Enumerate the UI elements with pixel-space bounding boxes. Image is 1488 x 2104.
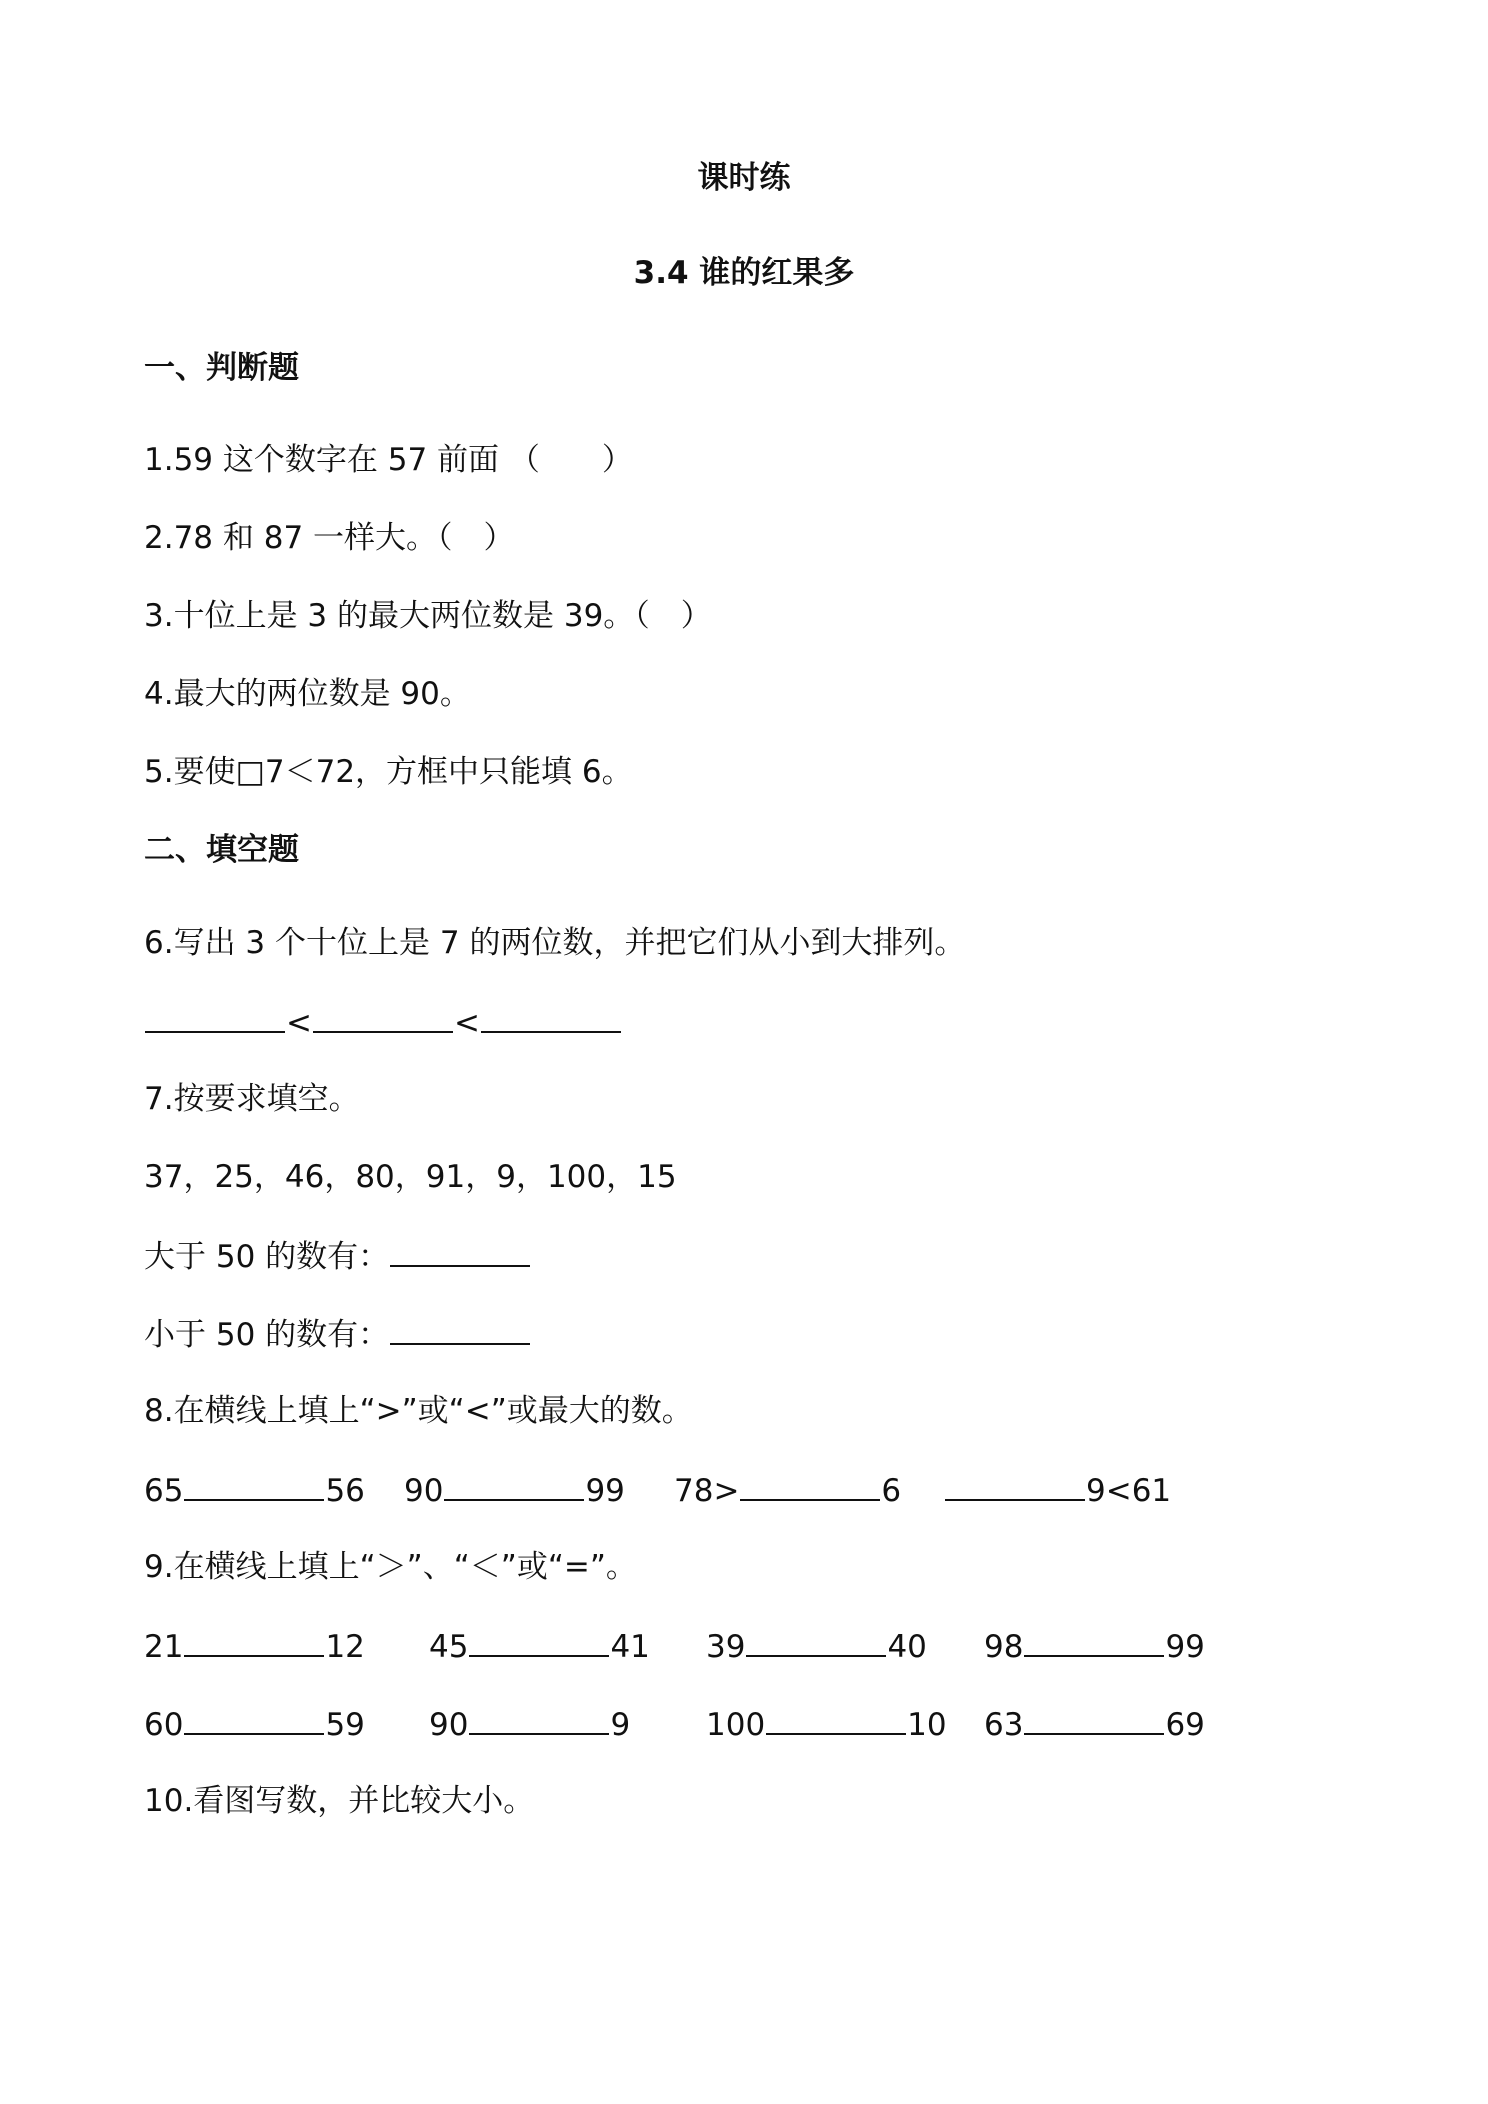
answer-blank[interactable] (184, 1703, 324, 1735)
answer-blank[interactable] (1024, 1703, 1164, 1735)
answer-blank[interactable] (313, 1001, 453, 1033)
compare-item: 63 69 (984, 1703, 1205, 1745)
compare-item: 45 41 (429, 1625, 650, 1667)
question-5: 5.要使□7＜72，方框中只能填 6。 (144, 754, 633, 790)
answer-blank[interactable] (945, 1469, 1085, 1501)
less-than-sign: < (453, 1005, 480, 1041)
compare-item: 90 9 (429, 1703, 630, 1745)
compare-item: 9<61 (944, 1469, 1171, 1511)
answer-blank[interactable] (766, 1703, 906, 1735)
answer-blank[interactable] (469, 1703, 609, 1735)
less-than-sign: < (286, 1005, 312, 1041)
question-7: 7.按要求填空。 (144, 1081, 360, 1117)
lesson-title: 3.4 谁的红果多 (633, 255, 855, 291)
question-6-answer-row (144, 1001, 622, 1043)
question-8: 8.在横线上填上“>”或“<”或最大的数。 (144, 1393, 693, 1429)
answer-blank[interactable] (184, 1625, 324, 1657)
answer-blank[interactable] (145, 1001, 285, 1033)
compare-item: 65 56 (144, 1469, 365, 1511)
question-9: 9.在横线上填上“＞”、“＜”或“=”。 (144, 1549, 637, 1585)
question-1: 1.59 这个数字在 57 前面 （ ） (144, 442, 633, 478)
question-7-less-row (144, 1313, 531, 1355)
section-heading-fill-blank: 二、填空题 (144, 832, 299, 868)
compare-item: 78> 6 (674, 1469, 901, 1511)
answer-blank[interactable] (1024, 1625, 1164, 1657)
question-10: 10.看图写数，并比较大小。 (144, 1783, 535, 1819)
answer-blank[interactable] (444, 1469, 584, 1501)
question-4: 4.最大的两位数是 90。 (144, 676, 471, 712)
compare-item: 98 99 (984, 1625, 1205, 1667)
question-6: 6.写出 3 个十位上是 7 的两位数，并把它们从小到大排列。 (144, 925, 966, 961)
answer-blank[interactable] (184, 1469, 324, 1501)
compare-item: 21 12 (144, 1625, 365, 1667)
less-label: 小于 50 的数有： (144, 1317, 390, 1353)
question-7-number-list: 37，25，46，80，91，9，100，15 (144, 1159, 677, 1195)
question-3: 3.十位上是 3 的最大两位数是 39。（ ） (144, 598, 712, 634)
answer-blank[interactable] (746, 1625, 886, 1657)
question-7-greater-row (144, 1235, 531, 1277)
answer-blank[interactable] (469, 1625, 609, 1657)
page-title: 课时练 (697, 160, 791, 196)
greater-label: 大于 50 的数有： (144, 1239, 390, 1275)
question-2: 2.78 和 87 一样大。（ ） (144, 520, 515, 556)
answer-blank[interactable] (481, 1001, 621, 1033)
answer-blank[interactable] (740, 1469, 880, 1501)
compare-item: 90 99 (404, 1469, 625, 1511)
answer-blank[interactable] (390, 1313, 530, 1345)
section-heading-judgement: 一、判断题 (144, 350, 299, 386)
compare-item: 60 59 (144, 1703, 365, 1745)
compare-item: 39 40 (706, 1625, 927, 1667)
answer-blank[interactable] (390, 1235, 530, 1267)
compare-item: 100 10 (706, 1703, 947, 1745)
